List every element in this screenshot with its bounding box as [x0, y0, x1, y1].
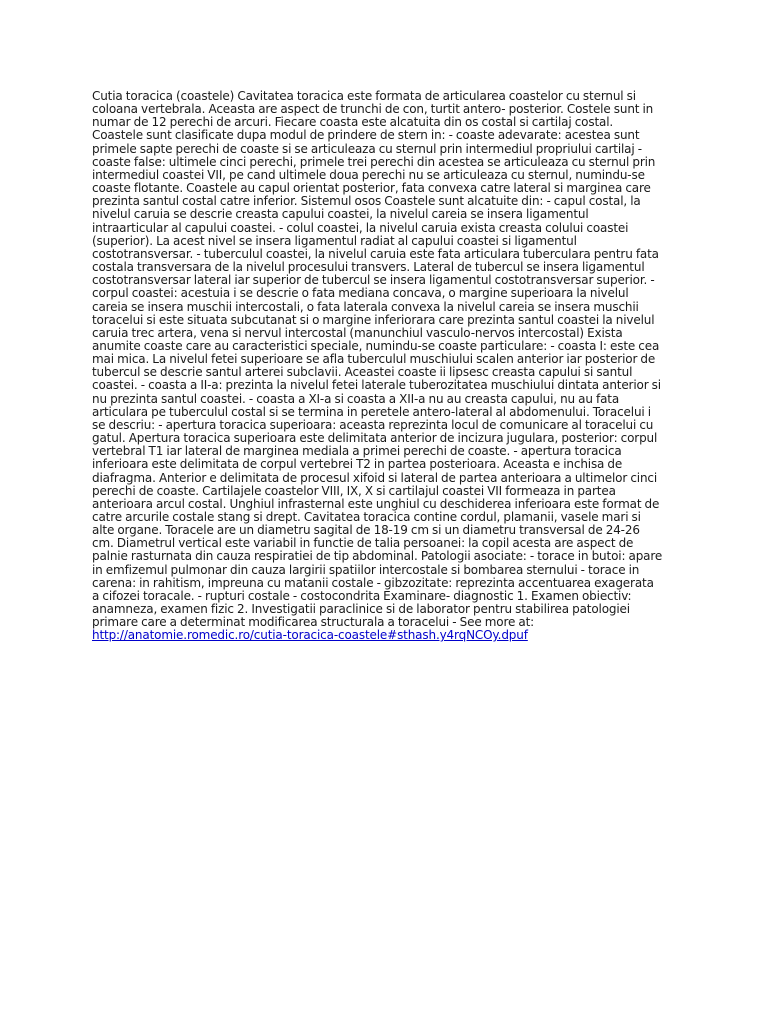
source-link[interactable]: http://anatomie.romedic.ro/cutia-toracica-coastele#sthash.y4rqNCOy.dpuf — [92, 628, 528, 643]
body-text: Cutia toracica (coastele) Cavitatea toracica este formata de articularea coastelor cu sternul si coloana vertebrala. Aceasta are aspect de trunchi de con, turtit antero- posterior. Costele sunt in numar de 12 perechi de arcuri. Fiecare coasta este alcatuita din os costal si cartilaj costal. Coastele sunt clasificate dupa modul de prindere de stern in: - coaste adevarate: acestea sunt primele sapte perechi de coaste si se articuleaza cu sternul prin intermediul propriului cartilaj - coaste false: ultimele cinci perechi, primele trei perechi din acestea se articuleaza cu sternul prin intermediul coastei VII, pe cand ultimele doua perechi nu se articuleaza cu sternul, numindu-se coaste flotante. Coastele au capul orientat posterior, fata convexa catre lateral si marginea care prezinta santul costal catre inferior. Sistemul osos Coastele sunt alcatuite din: - capul costal, la nivelul caruia se descrie creasta capului coastei, la nivelul careia se insera ligamentul intraarticular al capului coastei. - colul coastei, la nivelul caruia exista creasta colului coastei (superior). La acest nivel se insera ligamentul radiat al capului coastei si ligamentul costotransversar. - tuberculul coastei, la nivelul caruia este fata articulara tuberculara pentru fata costala transversara de la nivelul procesului transvers. Lateral de tubercul se insera ligamentul costotransversar lateral iar superior de tubercul se insera ligamentul costotransversar superior. - corpul coastei: acestuia i se descrie o fata mediana concava, o margine superioara la nivelul careia se insera muschii intercostali, o fata laterala convexa la nivelul careia se insera muschii toracelui si este situata subcutanat si o margine inferiorara care prezinta santul coastei la nivelul caruia trec artera, vena si nervul intercostal (manunchiul vasculo-nervos intercostal) Exista anumite coaste care au caracteristici speciale, numindu-se coaste particulare: - coasta I: este cea mai mica. La nivelul fetei superioare se afla tuberculul muschiului scalen anterior iar posterior de tubercul se descrie santul arterei subclavii. Aceastei coaste ii lipsesc creasta capului si santul coastei. - coasta a II-a: prezinta la nivelul fetei laterale tuberozitatea muschiului dintata anterior si nu prezinta santul coastei. - coasta a XI-a si coasta a XII-a nu au creasta capului, nu au fata articulara pe tuberculul costal si se termina in peretele antero-lateral al abdomenului. Toracelui i se descriu: - apertura toracica superioara: aceasta reprezinta locul de comunicare al toracelui cu gatul. Apertura toracica superioara este delimitata anterior de incizura jugulara, posterior: corpul vertebral T1 iar lateral de marginea mediala a primei perechi de coaste. - apertura toracica inferioara este delimitata de corpul vertebrei T2 in partea posterioara. Aceasta e inchisa de diafragma. Anterior e delimitata de procesul xifoid si lateral de partea anterioara a ultimelor cinci perechi de coaste. Cartilajele coastelor VIII, IX, X si cartilajul coastei VII formeaza in partea anterioara arcul costal. Unghiul infrasternal este unghiul cu deschiderea inferioara este format de catre arcurile costale stang si drept. Cavitatea toracica contine cordul, plamanii, vasele mari si alte organe. Toracele are un diametru sagital de 18-19 cm si un diametru transversal de 24-26 cm. Diametrul vertical este variabil in functie de talia persoanei: la copil acesta are aspect de palnie rasturnata din cauza respiratiei de tip abdominal. Patologii asociate: - torace in butoi: apare in emfizemul pulmonar din cauza largirii spatiilor intercostale si bombarea sternului - torace in carena: in rahitism, impreuna cu matanii costale - gibzozitate: reprezinta accentuarea exagerata a cifozei toracale. - rupturi costale - costocondrita Examinare- diagnostic 1. Examen obiectiv: anamneza, examen fizic 2. Investigatii paraclinice si de laborator pentru stabilirea patologiei primare care a determinat modificarea structurala a toracelui - See more at: — [92, 89, 663, 630]
body-paragraph — [92, 90, 664, 643]
document-body — [92, 90, 664, 643]
